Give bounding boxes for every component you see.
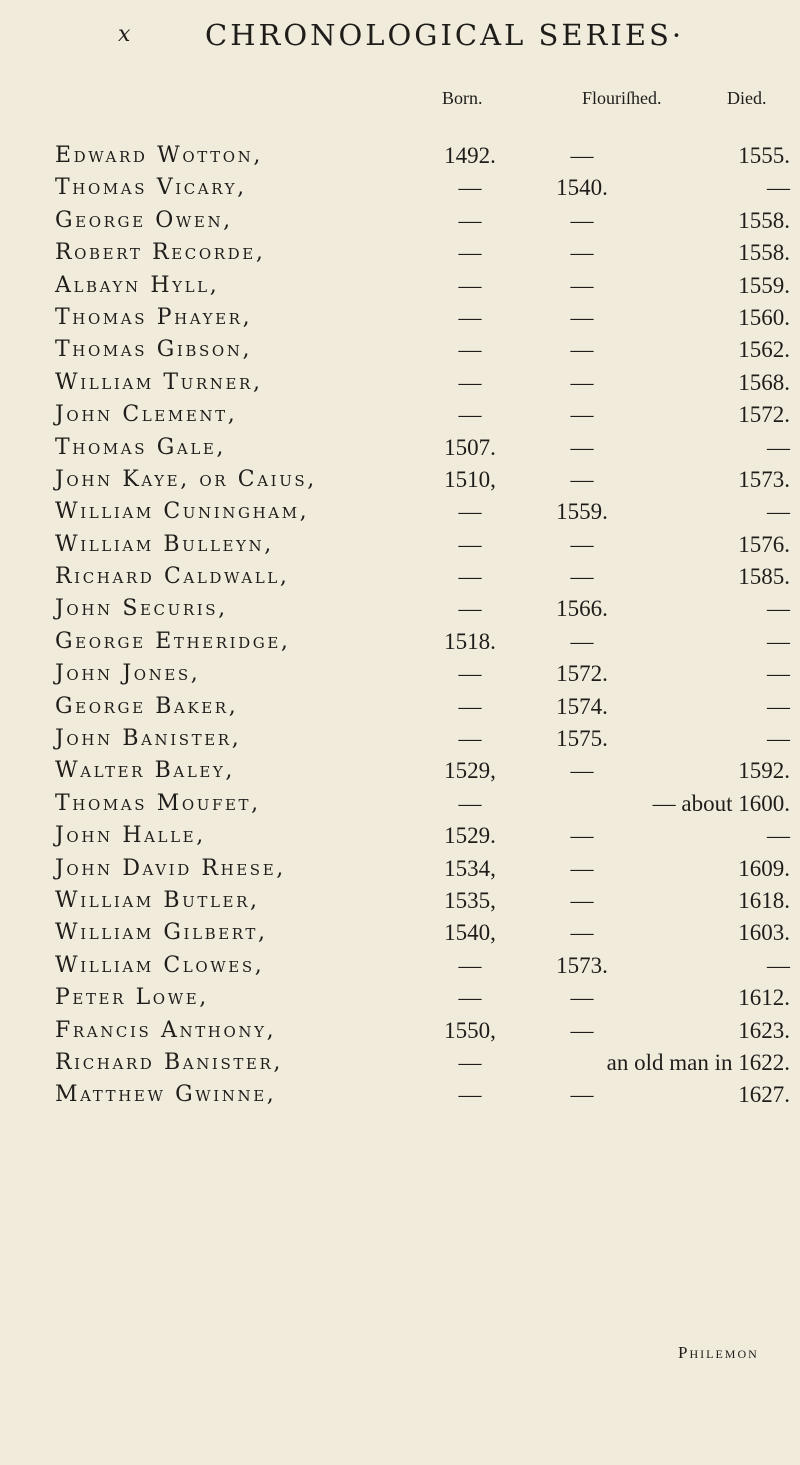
person-name: William Cuningham, xyxy=(55,499,310,525)
flourished-year: — xyxy=(570,240,594,266)
flourished-died-note: an old man in 1622. xyxy=(606,1049,790,1075)
table-row xyxy=(0,723,800,755)
page-header xyxy=(0,18,800,58)
table-row xyxy=(0,205,800,237)
died-year: — xyxy=(767,952,790,978)
died-year: 1558. xyxy=(738,207,790,233)
born-year: 1540, xyxy=(444,920,496,946)
born-year: — xyxy=(458,596,482,622)
flourished-year: 1575. xyxy=(556,726,608,752)
born-year: — xyxy=(458,272,482,298)
died-year: 1585. xyxy=(738,564,790,590)
flourished-year: — xyxy=(570,1082,594,1108)
born-year: 1534, xyxy=(444,855,496,881)
flourished-year: — xyxy=(570,337,594,363)
person-name: Walter Baley, xyxy=(55,758,236,784)
flourished-year: — xyxy=(570,531,594,557)
died-year: 1573. xyxy=(738,466,790,492)
person-name: William Turner, xyxy=(55,369,263,395)
flourished-died-note: — about 1600. xyxy=(652,790,790,816)
table-row xyxy=(0,626,800,658)
flourished-year: — xyxy=(570,369,594,395)
flourished-year: — xyxy=(570,628,594,654)
flourished-year: 1566. xyxy=(556,596,608,622)
person-name: George Owen, xyxy=(55,207,233,233)
person-name: George Etheridge, xyxy=(55,628,291,654)
born-year: — xyxy=(458,564,482,590)
person-name: Matthew Gwinne, xyxy=(55,1082,277,1108)
died-year: — xyxy=(767,499,790,525)
flourished-year: 1540. xyxy=(556,175,608,201)
table-row xyxy=(0,464,800,496)
born-year: — xyxy=(458,304,482,330)
catchword: Philemon xyxy=(678,1343,759,1362)
table-row xyxy=(0,399,800,431)
table-row xyxy=(0,658,800,690)
flourished-year: — xyxy=(570,207,594,233)
flourished-year: — xyxy=(570,887,594,913)
table-row xyxy=(0,172,800,204)
born-year: 1529. xyxy=(444,823,496,849)
running-title: CHRONOLOGICAL SERIES· xyxy=(205,18,685,52)
died-year: — xyxy=(767,628,790,654)
flourished-year: — xyxy=(570,985,594,1011)
person-name: Thomas Phayer, xyxy=(55,304,253,330)
flourished-year: — xyxy=(570,1017,594,1043)
table-row xyxy=(0,270,800,302)
died-year: 1562. xyxy=(738,337,790,363)
person-name: John David Rhese, xyxy=(55,855,286,881)
person-name: Peter Lowe, xyxy=(55,985,209,1011)
died-year: 1592. xyxy=(738,758,790,784)
person-name: John Securis, xyxy=(55,596,228,622)
person-name: Thomas Gibson, xyxy=(55,337,253,363)
died-year: — xyxy=(767,693,790,719)
table-row xyxy=(0,1079,800,1111)
flourished-year: — xyxy=(570,402,594,428)
born-year: — xyxy=(458,369,482,395)
born-year: — xyxy=(458,402,482,428)
table-row xyxy=(0,885,800,917)
table-row xyxy=(0,334,800,366)
born-year: 1507. xyxy=(444,434,496,460)
died-year: 1558. xyxy=(738,240,790,266)
person-name: William Butler, xyxy=(55,887,260,913)
person-name: John Clement, xyxy=(55,402,238,428)
flourished-year: — xyxy=(570,823,594,849)
died-year: 1572. xyxy=(738,402,790,428)
flourished-year: — xyxy=(570,920,594,946)
person-name: Edward Wotton, xyxy=(55,143,263,168)
table-row xyxy=(0,853,800,885)
died-year: 1568. xyxy=(738,369,790,395)
column-header-born: Born. xyxy=(442,88,483,108)
flourished-year: — xyxy=(570,855,594,881)
person-name: Robert Recorde, xyxy=(55,240,266,266)
born-year: 1529, xyxy=(444,758,496,784)
died-year: — xyxy=(767,726,790,752)
born-year: — xyxy=(458,726,482,752)
born-year: — xyxy=(458,1049,482,1075)
person-name: Richard Caldwall, xyxy=(55,564,290,590)
table-row xyxy=(0,140,800,172)
died-year: — xyxy=(767,434,790,460)
died-year: — xyxy=(767,175,790,201)
column-header-flourished: Flouriſhed. xyxy=(582,88,662,108)
table-row xyxy=(0,1015,800,1047)
person-name: Thomas Vicary, xyxy=(55,175,247,201)
flourished-year: — xyxy=(570,304,594,330)
died-year: 1560. xyxy=(738,304,790,330)
flourished-year: — xyxy=(570,143,594,168)
flourished-year: — xyxy=(570,758,594,784)
person-name: John Kaye, or Caius, xyxy=(55,466,317,492)
table-row xyxy=(0,788,800,820)
died-year: 1627. xyxy=(738,1082,790,1108)
table-row xyxy=(0,950,800,982)
column-header-died: Died. xyxy=(727,88,767,108)
died-year: 1618. xyxy=(738,887,790,913)
person-name: Albayn Hyll, xyxy=(55,272,220,298)
flourished-year: — xyxy=(570,564,594,590)
page-number: x xyxy=(118,22,132,47)
person-name: Francis Anthony, xyxy=(55,1017,277,1043)
person-name: Richard Banister, xyxy=(55,1049,283,1075)
table-row xyxy=(0,529,800,561)
born-year: 1535, xyxy=(444,887,496,913)
born-year: — xyxy=(458,790,482,816)
table-row xyxy=(0,820,800,852)
flourished-year: 1574. xyxy=(556,693,608,719)
table-row xyxy=(0,367,800,399)
died-year: 1612. xyxy=(738,985,790,1011)
table-row xyxy=(0,302,800,334)
born-year: 1550, xyxy=(444,1017,496,1043)
born-year: — xyxy=(458,1082,482,1108)
born-year: — xyxy=(458,952,482,978)
person-name: John Halle, xyxy=(55,823,206,849)
died-year: 1576. xyxy=(738,531,790,557)
died-year: — xyxy=(767,596,790,622)
person-name: John Jones, xyxy=(55,661,201,687)
table-row xyxy=(0,237,800,269)
born-year: — xyxy=(458,240,482,266)
flourished-year: 1572. xyxy=(556,661,608,687)
born-year: — xyxy=(458,693,482,719)
died-year: 1603. xyxy=(738,920,790,946)
person-name: Thomas Moufet, xyxy=(55,790,261,816)
died-year: 1609. xyxy=(738,855,790,881)
flourished-year: 1573. xyxy=(556,952,608,978)
born-year: 1492. xyxy=(444,143,496,168)
person-name: William Clowes, xyxy=(55,952,265,978)
person-name: William Bulleyn, xyxy=(55,531,274,557)
born-year: — xyxy=(458,985,482,1011)
person-name: John Banister, xyxy=(55,726,242,752)
born-year: — xyxy=(458,531,482,557)
table-row xyxy=(0,917,800,949)
died-year: — xyxy=(767,661,790,687)
flourished-year: 1559. xyxy=(556,499,608,525)
table-row xyxy=(0,561,800,593)
died-year: 1623. xyxy=(738,1017,790,1043)
table-row xyxy=(0,1047,800,1079)
born-year: — xyxy=(458,499,482,525)
chronology-table xyxy=(0,140,800,1112)
flourished-year: — xyxy=(570,272,594,298)
born-year: 1518. xyxy=(444,628,496,654)
table-row xyxy=(0,432,800,464)
born-year: — xyxy=(458,175,482,201)
table-row xyxy=(0,496,800,528)
table-row xyxy=(0,593,800,625)
died-year: — xyxy=(767,823,790,849)
table-row xyxy=(0,691,800,723)
person-name: William Gilbert, xyxy=(55,920,268,946)
died-year: 1555. xyxy=(738,143,790,168)
died-year: 1559. xyxy=(738,272,790,298)
table-row xyxy=(0,755,800,787)
born-year: — xyxy=(458,661,482,687)
flourished-year: — xyxy=(570,434,594,460)
flourished-year: — xyxy=(570,466,594,492)
table-row xyxy=(0,982,800,1014)
person-name: George Baker, xyxy=(55,693,239,719)
born-year: 1510, xyxy=(444,466,496,492)
born-year: — xyxy=(458,337,482,363)
born-year: — xyxy=(458,207,482,233)
person-name: Thomas Gale, xyxy=(55,434,227,460)
